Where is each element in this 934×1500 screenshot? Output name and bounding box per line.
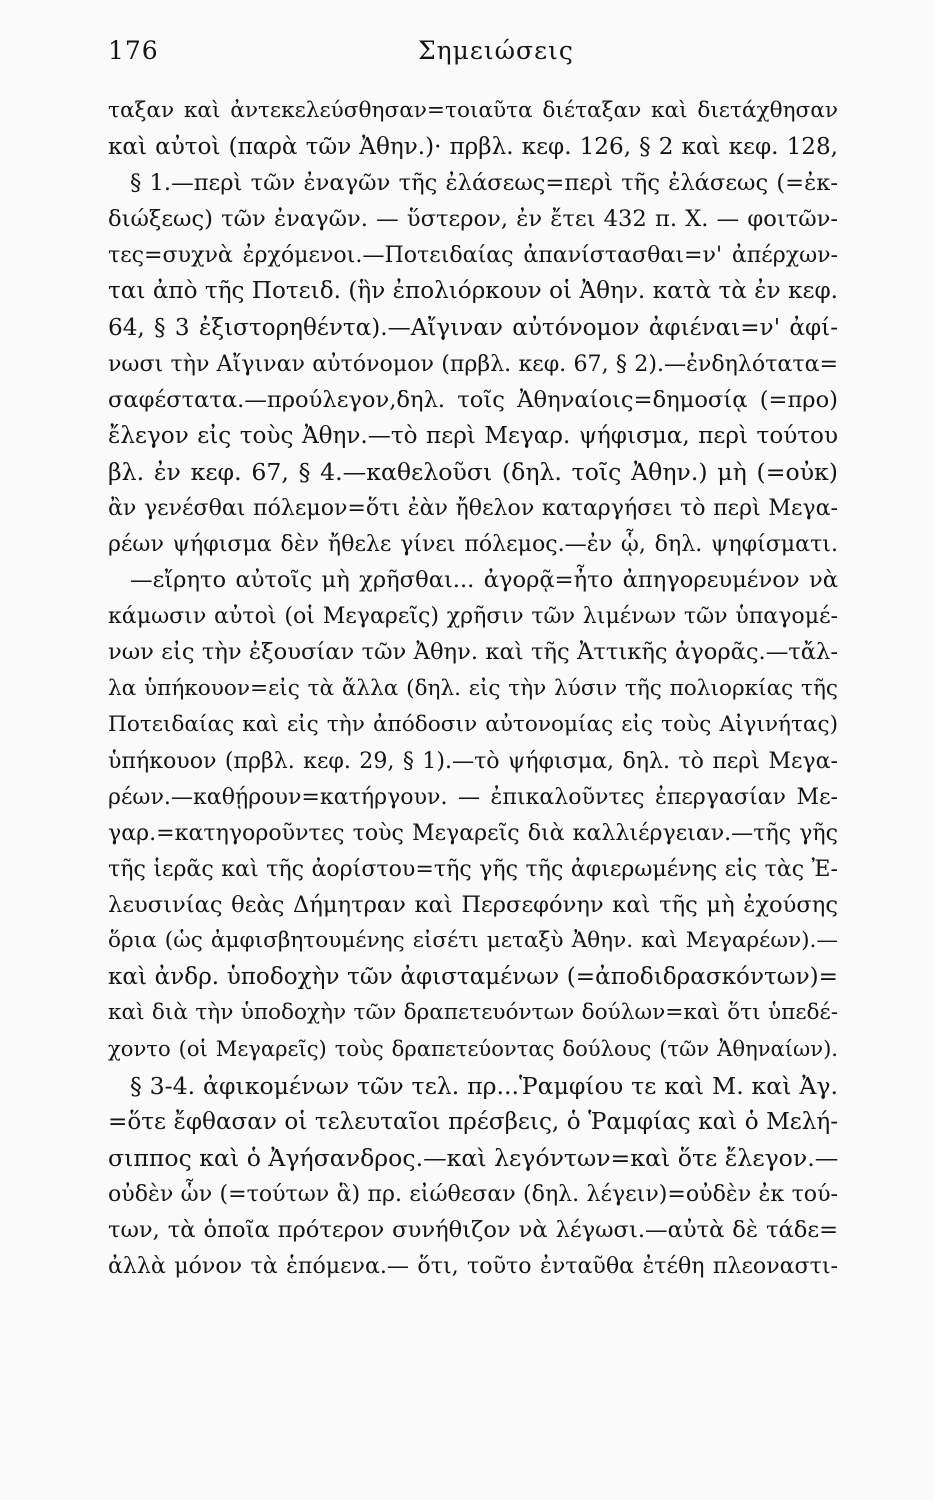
text-line: νωσι τὴν Αἴγιναν αὐτόνομον (πρβλ. κεφ. 67, § 2).—ἐνδηλότατα= xyxy=(108,350,838,377)
text-line: ρέων ψήφισμα δὲν ἤθελε γίνει πόλεμος.—ἐν ᾧ, δηλ. ψηφίσματι. xyxy=(108,531,838,558)
text-line: τες=συχνὰ ἐρχόμενοι.—Ποτειδαίας ἀπανίστασθαι=ν' ἀπέρχων- xyxy=(108,242,838,269)
text-line: ἀλλὰ μόνον τὰ ἑπόμενα.— ὅτι, τοῦτο ἐνταῦθα ἐτέθη πλεοναστι- xyxy=(108,1253,838,1279)
text-line: καὶ διὰ τὴν ὑποδοχὴν τῶν δραπετευόντων δούλων=καὶ ὅτι ὑπεδέ- xyxy=(108,1000,838,1026)
text-line: § 1.—περὶ τῶν ἐναγῶν τῆς ἐλάσεως=περὶ τῆς ἐλάσεως (=ἐκ- xyxy=(130,170,838,197)
text-line: καὶ αὐτοὶ (παρὰ τῶν Ἀθην.)· πρβλ. κεφ. 126, § 2 καὶ κεφ. 128, xyxy=(108,134,838,161)
text-line: 64, § 3 ἐξιστορηθέντα).—Αἴγιναν αὐτόνομον ἀφιέναι=ν' ἀφί- xyxy=(108,314,838,341)
text-line: λευσινίας θεὰς Δήμητραν καὶ Περσεφόνην καὶ τῆς μὴ ἐχούσης xyxy=(108,892,838,919)
text-line: νων εἰς τὴν ἐξουσίαν τῶν Ἀθην. καὶ τῆς Ἀττικῆς ἀγορᾶς.—τἄλ- xyxy=(108,639,838,666)
text-line: τῆς ἱερᾶς καὶ τῆς ἀορίστου=τῆς γῆς τῆς ἀφιερωμένης εἰς τὰς Ἐ- xyxy=(108,855,838,882)
page-number: 176 xyxy=(108,36,159,65)
text-line: χοντο (οἱ Μεγαρεῖς) τοὺς δραπετεύοντας δούλους (τῶν Ἀθηναίων). xyxy=(108,1036,838,1062)
text-line: κάμωσιν αὐτοὶ (οἱ Μεγαρεῖς) χρῆσιν τῶν λιμένων τῶν ὑπαγομέ- xyxy=(108,603,838,630)
text-line: των, τὰ ὁποῖα πρότερον συνήθιζον νὰ λέγωσι.—αὐτὰ δὲ τάδε= xyxy=(108,1216,838,1243)
text-line: σιππος καὶ ὁ Ἀγήσανδρος.—καὶ λεγόντων=καὶ ὅτε ἔλεγον.— xyxy=(108,1143,838,1172)
notes-body xyxy=(108,93,838,1284)
text-line: ὑπήκουον (πρβλ. κεφ. 29, § 1).—τὸ ψήφισμα, δηλ. τὸ περὶ Μεγα- xyxy=(108,747,838,774)
page-header xyxy=(108,36,828,76)
text-line: § 3-4. ἀφικομένων τῶν τελ. πρ...Ῥαμφίου τε καὶ Μ. καὶ Ἀγ. xyxy=(130,1071,838,1100)
text-line: ὅρια (ὡς ἀμφισβητουμένης εἰσέτι μεταξὺ Ἀθην. καὶ Μεγαρέων).— xyxy=(108,928,838,954)
text-line: Ποτειδαίας καὶ εἰς τὴν ἀπόδοσιν αὐτονομίας εἰς τοὺς Αἰγινήτας) xyxy=(108,711,838,737)
text-line: σαφέστατα.—προύλεγον,δηλ. τοῖς Ἀθηναίοις=δημοσίᾳ (=προ) xyxy=(108,386,838,413)
text-line: οὐδὲν ὧν (=τούτων ἃ) πρ. εἰώθεσαν (δηλ. λέγειν)=οὐδὲν ἐκ τού- xyxy=(108,1180,838,1207)
text-line: διώξεως) τῶν ἐναγῶν. — ὕστερον, ἐν ἔτει 432 π. Χ. — φοιτῶν- xyxy=(108,206,838,233)
text-line: ρέων.—καθῄρουν=κατήργουν. — ἐπικαλοῦντες ἐπεργασίαν Με- xyxy=(108,783,838,810)
text-line: ται ἀπὸ τῆς Ποτειδ. (ἣν ἐπολιόρκουν οἱ Ἀθην. κατὰ τὰ ἐν κεφ. xyxy=(108,278,838,305)
text-line: ταξαν καὶ ἀντεκελεύσθησαν=τοιαῦτα διέταξαν καὶ διετάχθησαν xyxy=(108,98,838,123)
text-line: ἔλεγον εἰς τοὺς Ἀθην.—τὸ περὶ Μεγαρ. ψήφισμα, περὶ τούτου xyxy=(108,422,838,449)
text-line: καὶ ἀνδρ. ὑποδοχὴν τῶν ἀφισταμένων (=ἀποδιδρασκόντων)= xyxy=(108,964,838,991)
text-line: γαρ.=κατηγοροῦντες τοὺς Μεγαρεῖς διὰ καλλιέργειαν.—τῆς γῆς xyxy=(108,819,838,846)
text-line: λα ὑπήκουον=εἰς τὰ ἄλλα (δηλ. εἰς τὴν λύσιν τῆς πολιορκίας τῆς xyxy=(108,675,838,701)
text-line: =ὅτε ἔφθασαν οἱ τελευταῖοι πρέσβεις, ὁ Ῥαμφίας καὶ ὁ Μελή- xyxy=(108,1108,838,1135)
running-head: Σημειώσεις xyxy=(418,36,574,65)
text-line: —εἴρητο αὐτοῖς μὴ χρῆσθαι... ἀγορᾷ=ἦτο ἀπηγορευμένον νὰ xyxy=(130,567,838,594)
text-line: ἂν γενέσθαι πόλεμον=ὅτι ἐὰν ἤθελον καταργήσει τὸ περὶ Μεγα- xyxy=(108,495,838,522)
text-line: βλ. ἐν κεφ. 67, § 4.—καθελοῦσι (δηλ. τοῖς Ἀθην.) μὴ (=οὐκ) xyxy=(108,457,838,486)
